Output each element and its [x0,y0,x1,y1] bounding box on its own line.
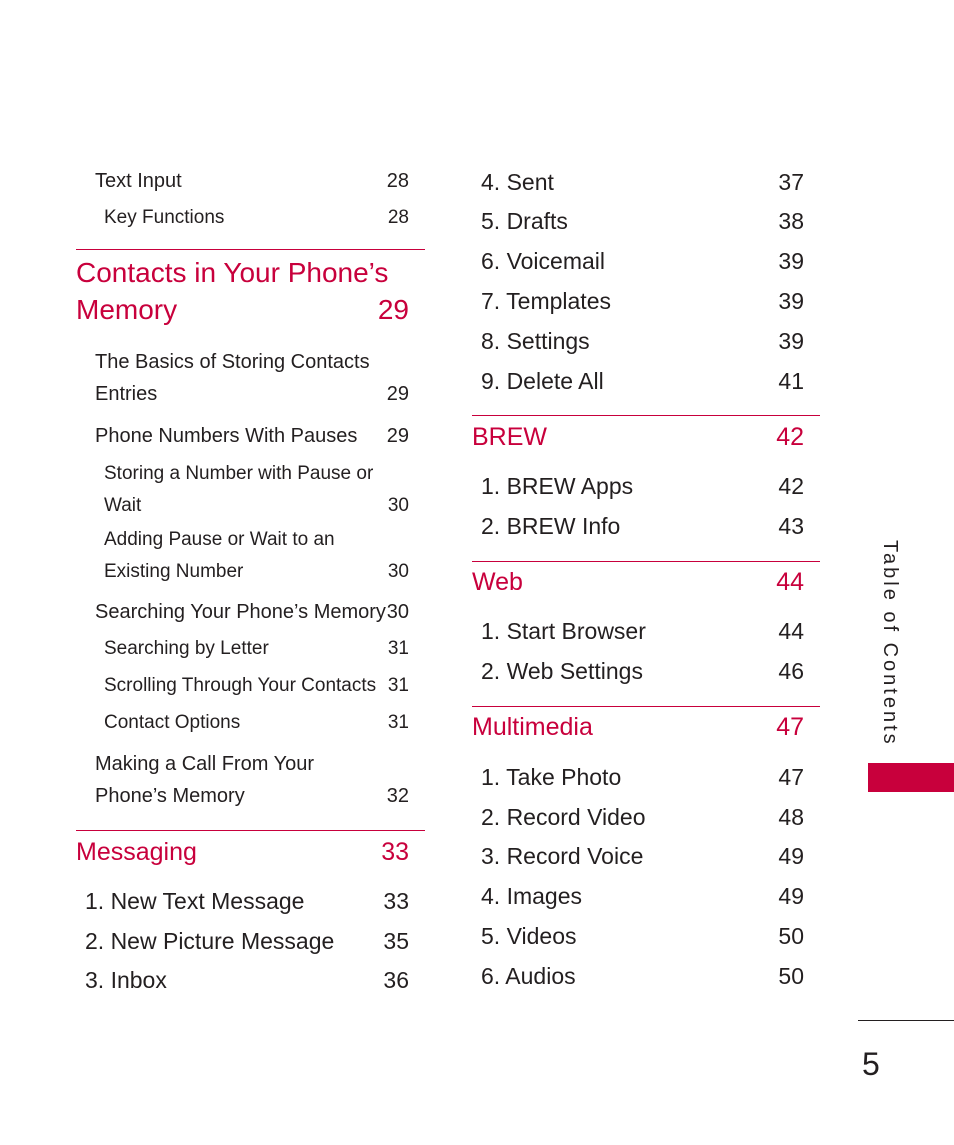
toc-heading-multimedia[interactable] [472,712,804,742]
section-divider [472,706,820,707]
heading-page: 42 [776,423,804,451]
section-divider [76,830,425,831]
heading-page: 47 [776,713,804,741]
toc-entry-page: 29 [386,383,409,405]
toc-entry-page: 50 [778,963,804,989]
toc-entry-page: 49 [778,843,804,869]
toc-heading-brew[interactable] [472,422,804,452]
toc-entry-title: 5. Drafts [481,208,568,234]
toc-entry-page: 28 [386,170,409,192]
toc-entry-title: 6. Audios [481,963,576,989]
toc-entry-title: 1. BREW Apps [481,473,634,499]
toc-entry-title: Making a Call From Your Phone’s Memory [95,753,314,807]
side-section-label: Table of Contents [879,540,901,747]
heading-title: Multimedia [472,713,593,741]
toc-entry-title: Scrolling Through Your Contacts [104,675,377,696]
toc-entry-title: 7. Templates [481,288,611,314]
toc-entry-page: 49 [778,883,804,909]
section-divider [472,561,820,562]
section-divider [76,249,425,250]
toc-entry-title: 3. Inbox [85,967,167,993]
heading-line-1: Contacts in Your Phone’s [76,257,389,288]
heading-page: 44 [776,568,804,596]
toc-entry-page: 38 [778,208,804,234]
heading-title: Messaging [76,838,197,866]
toc-entry-page: 46 [778,658,804,684]
toc-entry-title: 1. New Text Message [85,888,305,914]
toc-heading-web[interactable] [472,567,804,597]
toc-entry-basics[interactable] [76,346,409,410]
toc-entry-page: 39 [778,288,804,314]
toc-entry-page: 36 [383,967,409,993]
toc-entry-page: 41 [778,368,804,394]
toc-entry-adding-pause[interactable] [76,524,409,588]
toc-entry-title: 8. Settings [481,328,590,354]
toc-entry-title: The Basics of Storing Contacts Entries [95,351,370,405]
toc-entry-page: 30 [387,561,409,582]
toc-entry-page: 43 [778,513,804,539]
toc-entry-title: Searching Your Phone’s Memory [95,601,386,623]
toc-entry-title: 5. Videos [481,923,577,949]
toc-entry-page: 48 [778,804,804,830]
toc-entry-title: 4. Sent [481,169,554,195]
toc-heading-contacts[interactable] [76,254,409,328]
page-number: 5 [862,1046,880,1082]
toc-entry-title: 2. Web Settings [481,658,643,684]
toc-entry-storing-pause[interactable] [76,458,409,522]
heading-page: 33 [381,838,409,866]
toc-entry-making-call[interactable] [76,748,409,812]
toc-entry-title: 3. Record Voice [481,843,644,869]
toc-entry-title: Phone Numbers With Pauses [95,425,358,447]
heading-title: BREW [472,423,547,451]
toc-entry-title: Text Input [95,170,182,192]
toc-entry-title: 1. Take Photo [481,764,622,790]
toc-entry-page: 39 [778,328,804,354]
toc-entry-title: Searching by Letter [104,638,269,659]
toc-entry-page: 47 [778,764,804,790]
heading-title: Web [472,568,523,596]
toc-entry-page: 35 [383,928,409,954]
toc-entry-page: 39 [778,248,804,274]
toc-entry-title: Storing a Number with Pause or Wait [104,463,374,516]
toc-entry-page: 30 [386,601,409,623]
toc-entry-page: 44 [778,618,804,644]
toc-entry-title: Contact Options [104,712,241,733]
toc-entry-page: 42 [778,473,804,499]
toc-entry-title: 1. Start Browser [481,618,646,644]
toc-entry-title: 2. Record Video [481,804,646,830]
side-section-tab [868,763,954,792]
toc-entry-page: 50 [778,923,804,949]
toc-entry-title: 6. Voicemail [481,248,606,274]
heading-line-2: Memory [76,294,178,325]
toc-entry-page: 29 [386,425,409,447]
toc-entry-page: 28 [387,207,409,228]
footer-rule [858,1020,954,1021]
toc-heading-messaging[interactable] [76,837,409,867]
section-divider [472,415,820,416]
toc-entry-page: 31 [387,638,409,659]
toc-entry-title: Adding Pause or Wait to an Existing Number [104,529,335,582]
toc-entry-title: 2. BREW Info [481,513,621,539]
toc-entry-page: 31 [387,712,409,733]
heading-page: 29 [377,294,409,325]
toc-entry-page: 37 [778,169,804,195]
toc-entry-page: 32 [386,785,409,807]
toc-entry-page: 31 [387,675,409,696]
toc-entry-title: 4. Images [481,883,582,909]
toc-entry-page: 30 [387,495,409,516]
toc-entry-title: 2. New Picture Message [85,928,335,954]
toc-entry-title: Key Functions [104,207,225,228]
toc-entry-title: 9. Delete All [481,368,604,394]
toc-entry-page: 33 [383,888,409,914]
